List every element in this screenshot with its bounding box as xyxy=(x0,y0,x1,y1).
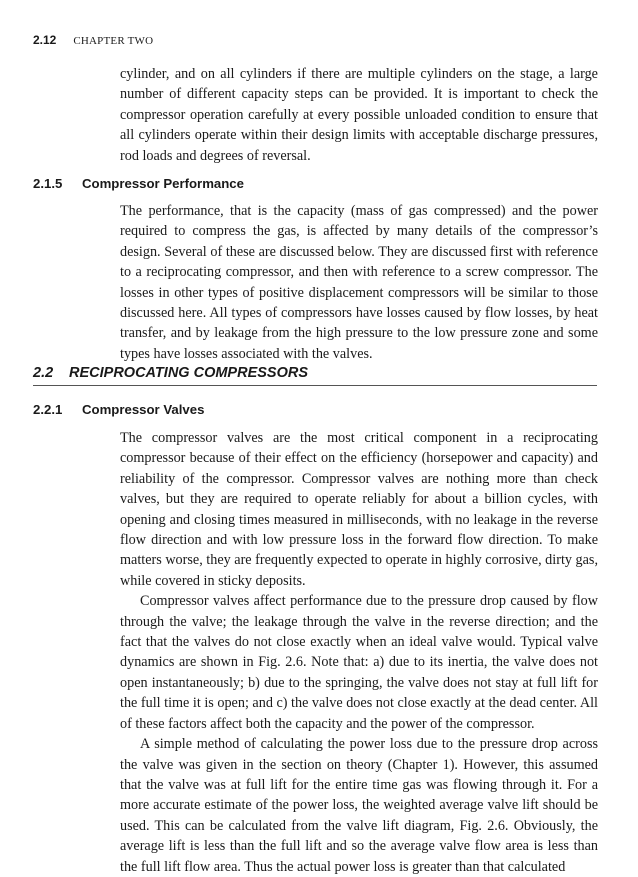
performance-paragraph: The performance, that is the capacity (mass of gas compressed) and the power required to compress the gas, is affected by many details of the compressor’s design. Several of these are discussed below. They are discussed first with reference to a reciprocating compressor, and then with reference to a screw compressor. The losses in other types of positive displacement compressors will be similar to those discussed here. All types of compressors have losses caused by flow losses, by heat transfer, and by leakage from the high pressure to the low pressure zone and some types have losses associated with the valves. xyxy=(120,203,598,362)
section-number: 2.2 xyxy=(33,365,54,381)
valves-paragraph-block xyxy=(120,428,598,877)
valves-paragraph-2: Compressor valves affect performance due to the pressure drop caused by flow through the valve; the leakage through the valve in the reverse direction; and the fact that the valves do not close exactly when an ideal valve would. Typical valve dynamics are shown in Fig. 2.6. Note that: a) due to its inertia, the valve does not open instantaneously; b) due to the springing, the valve does not stay at full lift for the full time it is open; and c) the valve does not close exactly at the dead center. All of these factors affect both the capacity and the power of the compressor. xyxy=(120,593,598,732)
section-heading-2-2 xyxy=(33,364,597,386)
valves-paragraph-3: A simple method of calculating the power loss due to the pressure drop across the valve was given in the section on theory (Chapter 1). However, this assumed that the valve was at full lift for the entire time gas was flowing through it. For a more accurate estimate of the power loss, the weighted average valve lift should be used. This can be calculated from the valve lift diagram, Fig. 2.6. Obviously, the average lift is less than the full lift and so the average valve flow area is less than the full lift flow area. Thus the actual power loss is greater than that calculated xyxy=(120,736,598,875)
subsection-number: 2.2.1 xyxy=(33,402,63,417)
continuation-paragraph: cylinder, and on all cylinders if there are multiple cylinders on the stage, a large number of different capacity steps can be provided. It is important to check the compressor operation carefully at every possible unloaded condition to ensure that all cylinders operate within their design limits with acceptable discharge pressures, rod loads and degrees of reversal. xyxy=(120,66,598,164)
section-title: RECIPROCATING COMPRESSORS xyxy=(69,365,309,381)
subsection-title: Compressor Valves xyxy=(82,402,205,417)
page-number: 2.12 xyxy=(33,33,57,47)
subsection-number: 2.1.5 xyxy=(33,176,63,191)
valves-paragraph-1: The compressor valves are the most critical component in a reciprocating compressor because of their effect on the efficiency (horsepower and capacity) and reliability of the compressor. Compressor valves are nothing more than check valves, but they are required to operate reliably for about a billion cycles, with opening and closing times measured in milliseconds, with no leakage in the reverse flow direction and with low pressure loss in the forward flow direction. To make matters worse, they are frequently expected to operate in highly corrosive, dirty gas, while covered in sticky deposits. xyxy=(120,430,598,589)
subsection-heading-2-1-5 xyxy=(33,176,244,192)
chapter-label: CHAPTER TWO xyxy=(73,35,154,47)
subsection-heading-2-2-1 xyxy=(33,402,204,418)
running-head xyxy=(33,33,153,48)
performance-paragraph-block xyxy=(120,201,598,364)
subsection-title: Compressor Performance xyxy=(82,176,244,191)
continuation-paragraph-block xyxy=(120,64,598,166)
